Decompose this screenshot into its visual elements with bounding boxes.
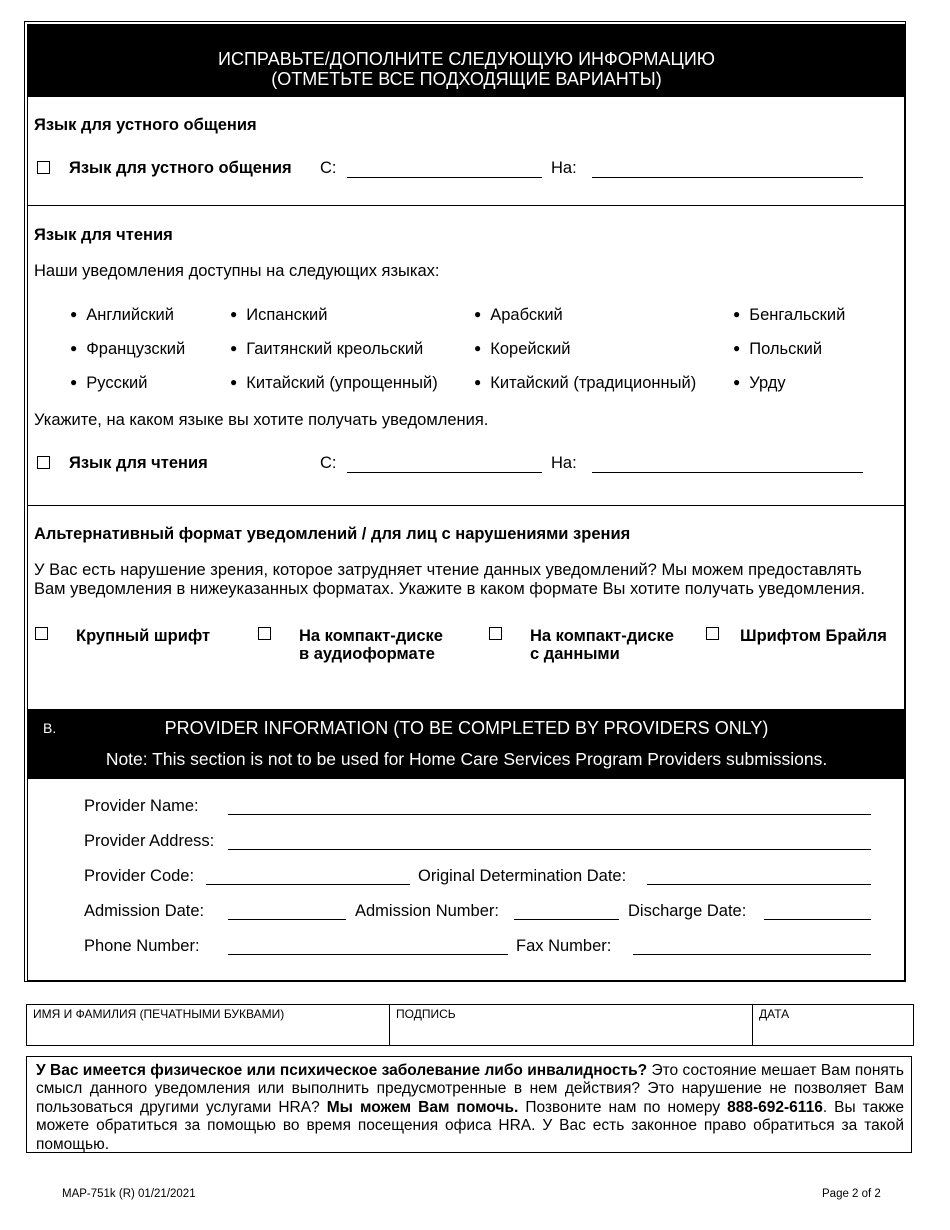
spoken-from-label: С: — [320, 159, 337, 177]
section-letter: B. — [43, 720, 57, 736]
date-label: ДАТА — [759, 1007, 790, 1021]
language-item: ● Русский — [70, 374, 147, 393]
braille-checkbox[interactable] — [706, 627, 719, 640]
provider-address-field[interactable] — [228, 849, 871, 850]
divider — [28, 205, 905, 206]
languages-intro: Наши уведомления доступны на следующих языках: — [34, 262, 440, 280]
signature-label: ПОДПИСЬ — [396, 1007, 456, 1021]
data-cd-checkbox[interactable] — [489, 627, 502, 640]
reading-language-checkbox[interactable] — [37, 456, 50, 469]
printed-name-cell[interactable] — [27, 1005, 390, 1045]
form-id: MAP-751k (R) 01/21/2021 — [62, 1188, 196, 1200]
language-item: ● Английский — [70, 306, 174, 325]
reading-from-field[interactable] — [347, 472, 542, 473]
large-print-label: Крупный шрифт — [76, 627, 211, 645]
page-number: Page 2 of 2 — [822, 1188, 881, 1200]
spoken-language-checkbox-label: Язык для устного общения — [69, 159, 292, 177]
original-determination-date-label: Original Determination Date: — [418, 867, 627, 885]
reading-instruction: Укажите, на каком языке вы хотите получать уведомления. — [34, 411, 489, 429]
language-item: ● Гаитянский креольский — [230, 340, 423, 359]
discharge-date-label: Discharge Date: — [628, 902, 747, 920]
spoken-from-field[interactable] — [347, 177, 542, 178]
discharge-date-field[interactable] — [764, 919, 871, 920]
notice-phone: 888-692-6116 — [727, 1098, 823, 1116]
provider-name-field[interactable] — [228, 814, 871, 815]
language-item: ● Урду — [733, 374, 786, 393]
language-item: ● Корейский — [474, 340, 571, 359]
fax-number-field[interactable] — [633, 954, 871, 955]
reading-language-title: Язык для чтения — [34, 226, 173, 244]
alt-format-text-1: У Вас есть нарушение зрения, которое затрудняет чтение данных уведомлений? Мы можем предоставлять — [34, 561, 862, 579]
fax-number-label: Fax Number: — [516, 937, 612, 955]
notice-text-2: Позвоните нам по номеру — [518, 1098, 728, 1116]
admission-date-label: Admission Date: — [84, 902, 205, 920]
language-item: ● Китайский (традиционный) — [474, 374, 696, 393]
printed-name-label: ИМЯ И ФАМИЛИЯ (ПЕЧАТНЫМИ БУКВАМИ) — [33, 1007, 285, 1021]
provider-section-title: PROVIDER INFORMATION (TO BE COMPLETED BY PROVIDERS ONLY) — [164, 718, 769, 738]
notice-bold-help: Мы можем Вам помочь. — [326, 1098, 519, 1116]
provider-code-label: Provider Code: — [84, 867, 195, 885]
alt-format-text-2: Вам уведомления в нижеуказанных форматах. Укажите в каком формате Вы хотите получать уведомления. — [34, 580, 865, 598]
admission-date-field[interactable] — [228, 919, 346, 920]
header-line-2: (ОТМЕТЬТЕ ВСЕ ПОДХОДЯЩИЕ ВАРИАНТЫ) — [271, 69, 662, 89]
header-line-1: ИСПРАВЬТЕ/ДОПОЛНИТЕ СЛЕДУЮЩУЮ ИНФОРМАЦИЮ — [218, 49, 715, 69]
provider-code-field[interactable] — [206, 884, 410, 885]
notice-text-1: Это состояние мешает Вам понять смысл данного уведомления или выполнить предусмотренные в нем действия? Это нарушение не позволяет Вам пользоваться другими услугами HRA? — [36, 1062, 904, 1116]
reading-language-checkbox-label: Язык для чтения — [69, 454, 208, 472]
admission-number-label: Admission Number: — [355, 902, 499, 920]
provider-address-label: Provider Address: — [84, 832, 215, 850]
language-item: ● Польский — [733, 340, 822, 359]
divider — [28, 505, 905, 506]
spoken-language-checkbox[interactable] — [37, 161, 50, 174]
section-header — [28, 25, 905, 97]
phone-number-label: Phone Number: — [84, 937, 200, 955]
language-item: ● Арабский — [474, 306, 563, 325]
provider-section-header — [28, 709, 905, 779]
signature-table — [26, 1004, 914, 1046]
reading-to-label: На: — [551, 454, 577, 472]
notice-text-3: . Вы также можете обратиться за помощью во время посещения офиса HRA. У Вас есть законное право обратиться за такой помощью. — [36, 1098, 904, 1153]
signature-cell[interactable] — [390, 1005, 753, 1045]
audio-cd-checkbox[interactable] — [258, 627, 271, 640]
spoken-to-label: На: — [551, 159, 577, 177]
spoken-language-title: Язык для устного общения — [34, 116, 257, 134]
assistance-notice — [26, 1056, 912, 1153]
audio-cd-label-1: На компакт-диске — [299, 627, 443, 645]
notice-bold-question: У Вас имеется физическое или психическое заболевание либо инвалидность? — [36, 1062, 648, 1079]
provider-name-label: Provider Name: — [84, 797, 199, 815]
data-cd-label-2: с данными — [530, 645, 620, 663]
language-item: ● Французский — [70, 340, 185, 359]
phone-number-field[interactable] — [228, 954, 508, 955]
audio-cd-label-2: в аудиоформате — [299, 645, 435, 663]
language-item: ● Бенгальский — [733, 306, 845, 325]
original-determination-date-field[interactable] — [647, 884, 871, 885]
braille-label: Шрифтом Брайля — [740, 627, 887, 645]
alt-format-title: Альтернативный формат уведомлений / для лиц с нарушениями зрения — [34, 525, 631, 543]
reading-from-label: С: — [320, 454, 337, 472]
language-item: ● Испанский — [230, 306, 328, 325]
reading-to-field[interactable] — [592, 472, 863, 473]
date-cell[interactable] — [753, 1005, 913, 1045]
provider-section-note: Note: This section is not to be used for Home Care Services Program Providers submissions. — [105, 749, 828, 769]
spoken-to-field[interactable] — [592, 177, 863, 178]
data-cd-label-1: На компакт-диске — [530, 627, 674, 645]
large-print-checkbox[interactable] — [35, 627, 48, 640]
admission-number-field[interactable] — [514, 919, 619, 920]
language-item: ● Китайский (упрощенный) — [230, 374, 438, 393]
